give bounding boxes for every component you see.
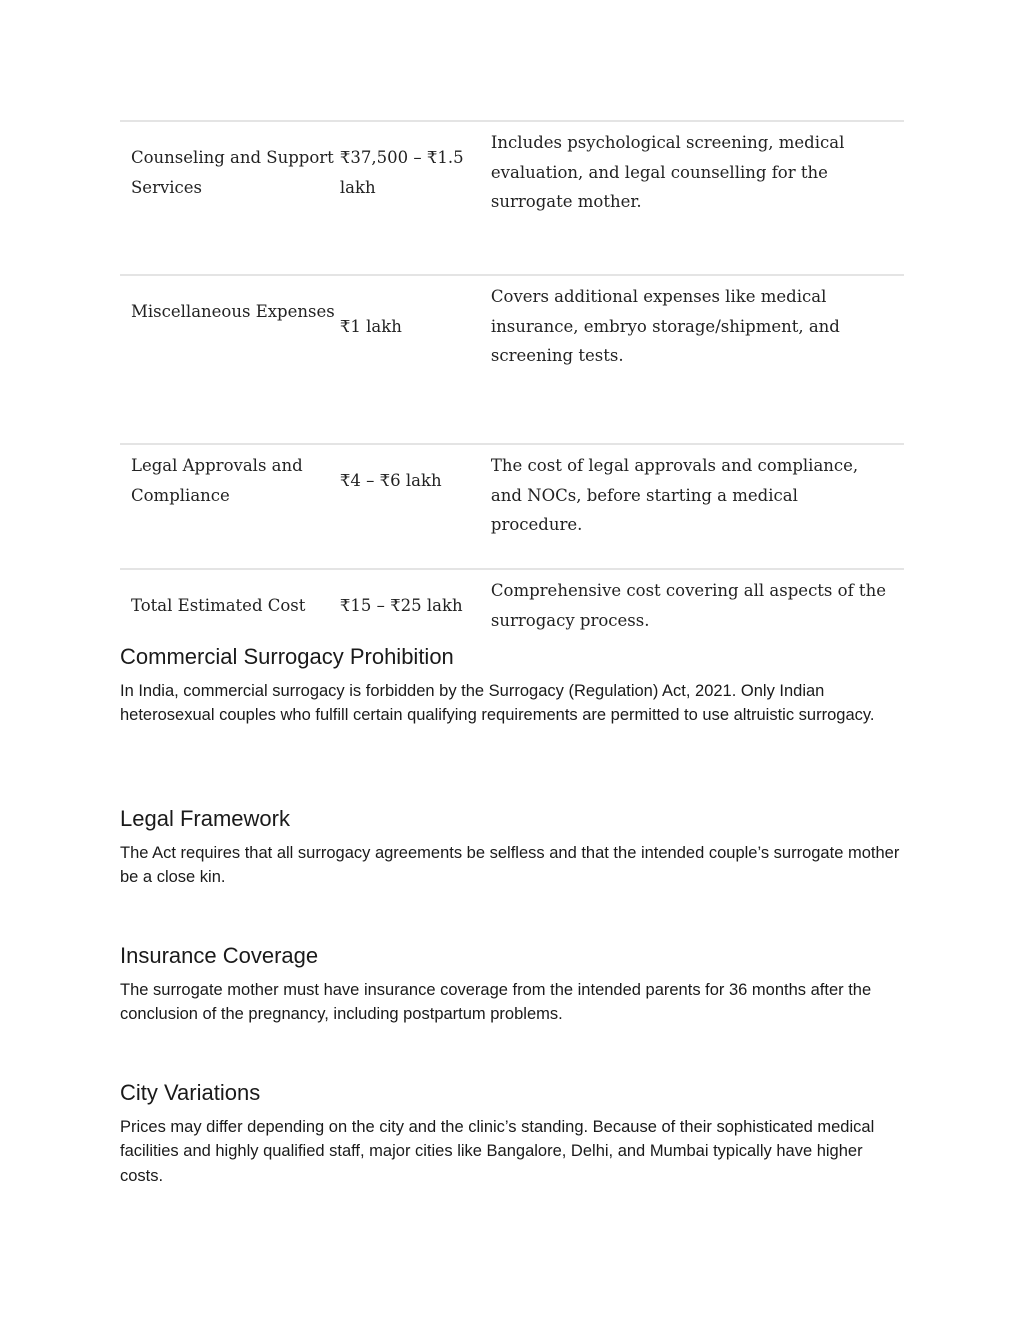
cost-description-cell: Covers additional expenses like medical insurance, embryo storage/shipment, and screening tests. (490, 287, 840, 365)
section-insurance-coverage (120, 942, 904, 1027)
section-body: In India, commercial surrogacy is forbidden by the Surrogacy (Regulation) Act, 2021. Only Indian heterosexual couples who fulfill certain qualifying requirements are permitted to use altruistic surrogacy. (120, 682, 875, 725)
cost-table-container (120, 120, 904, 667)
section-city-variations (120, 1079, 904, 1188)
surrogacy-cost-table (120, 120, 904, 667)
section-body: Prices may differ depending on the city and the clinic’s standing. Because of their sophisticated medical facilities and highly qualified staff, major cities like Bangalore, Delhi, and Mumbai typically have higher costs. (120, 1118, 875, 1185)
table-row (120, 444, 904, 569)
section-heading: Insurance Coverage (120, 943, 319, 968)
cost-description-cell: The cost of legal approvals and compliance, and NOCs, before starting a medical procedure. (490, 456, 859, 534)
cost-component-cell: Legal Approvals and Compliance (131, 456, 303, 505)
cost-component-cell: Miscellaneous Expenses (131, 302, 335, 321)
section-body: The Act requires that all surrogacy agreements be selfless and that the intended couple’s surrogate mother be a close kin. (120, 844, 900, 887)
section-legal-framework (120, 805, 904, 890)
cost-component-cell: Counseling and Support Services (131, 148, 334, 197)
section-heading: Legal Framework (120, 806, 290, 831)
table-row (120, 121, 904, 275)
cost-description-cell: Includes psychological screening, medical evaluation, and legal counselling for the surrogate mother. (490, 133, 845, 211)
cost-description-cell: Comprehensive cost covering all aspects of the surrogacy process. (490, 581, 886, 630)
section-body: The surrogate mother must have insurance coverage from the intended parents for 36 months after the conclusion of the pregnancy, including postpartum problems. (120, 981, 872, 1024)
cost-amount-cell: ₹15 – ₹25 lakh (339, 596, 463, 615)
section-heading: Commercial Surrogacy Prohibition (120, 644, 454, 669)
section-heading: City Variations (120, 1080, 261, 1105)
cost-amount-cell: ₹4 – ₹6 lakh (339, 471, 442, 490)
cost-amount-cell: ₹1 lakh (339, 317, 402, 336)
section-commercial-surrogacy-prohibition (120, 643, 904, 728)
cost-amount-cell: ₹37,500 – ₹1.5 lakh (339, 148, 464, 197)
table-row (120, 275, 904, 444)
cost-component-cell: Total Estimated Cost (131, 596, 306, 615)
